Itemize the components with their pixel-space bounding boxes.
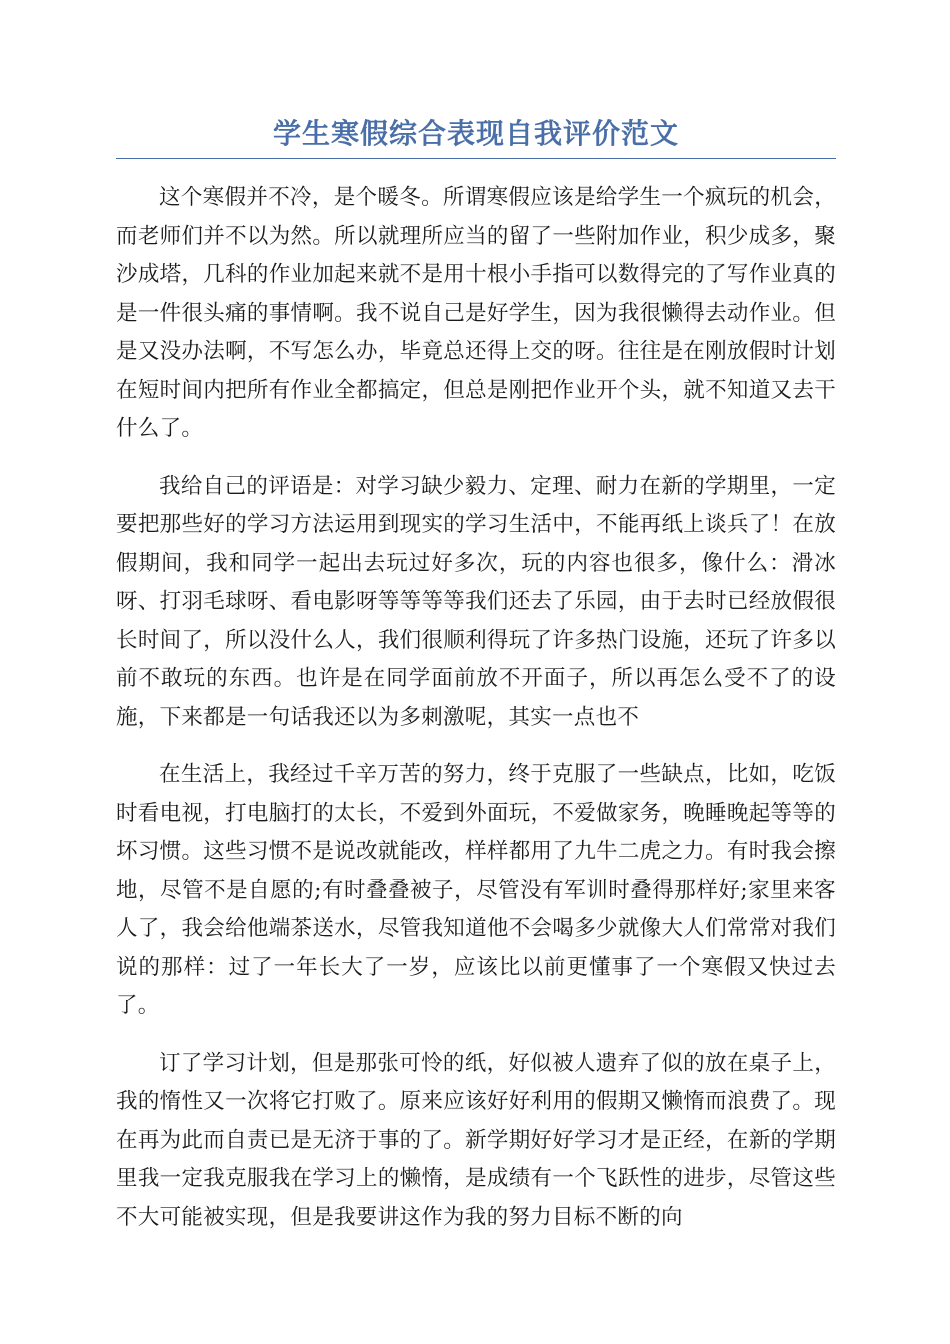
- document-page: [116, 112, 836, 1256]
- paragraph-1: 这个寒假并不冷，是个暖冬。所谓寒假应该是给学生一个疯玩的机会，而老师们并不以为然。所以就理所应当的留了一些附加作业，积少成多，聚沙成塔，几科的作业加起来就不是用十根小手指可以数得完的了写作业真的是一件很头痛的事情啊。我不说自己是好学生，因为我很懒得去动作业。但是又没办法啊，不写怎么办，毕竟总还得上交的呀。往往是在刚放假时计划在短时间内把所有作业全都搞定，但总是刚把作业开个头，就不知道又去干什么了。: [116, 185, 836, 441]
- title-underline-rule: [116, 158, 836, 159]
- paragraph-2: 我给自己的评语是：对学习缺少毅力、定理、耐力在新的学期里，一定要把那些好的学习方法运用到现实的学习生活中，不能再纸上谈兵了！在放假期间，我和同学一起出去玩过好多次，玩的内容也很多，像什么：滑冰呀、打羽毛球呀、看电影呀等等等等我们还去了乐园，由于去时已经放假很长时间了，所以没什么人，我们很顺利得玩了许多热门设施，还玩了许多以前不敢玩的东西。也许是在同学面前放不开面子，所以再怎么受不了的设施，下来都是一句话我还以为多刺激呢，其实一点也不: [116, 473, 836, 730]
- document-title: 学生寒假综合表现自我评价范文: [272, 117, 679, 150]
- document-body: [116, 179, 836, 1237]
- paragraph-4: 订了学习计划，但是那张可怜的纸，好似被人遗弃了似的放在桌子上，我的惰性又一次将它打败了。原来应该好好利用的假期又懒惰而浪费了。现在再为此而自责已是无济于事的了。新学期好好学习才是正经，在新的学期里我一定我克服我在学习上的懒惰，是成绩有一个飞跃性的进步，尽管这些不大可能被实现，但是我要讲这作为我的努力目标不断的向: [116, 1050, 836, 1230]
- paragraph-3: 在生活上，我经过千辛万苦的努力，终于克服了一些缺点，比如，吃饭时看电视，打电脑打的太长，不爱到外面玩，不爱做家务，晚睡晚起等等的坏习惯。这些习惯不是说改就能改，样样都用了九牛二虎之力。有时我会擦地，尽管不是自愿的;有时叠叠被子，尽管没有军训时叠得那样好;家里来客人了，我会给他端茶送水，尽管我知道他不会喝多少就像大人们常常对我们说的那样：过了一年长大了一岁，应该比以前更懂事了一个寒假又快过去了。: [116, 762, 836, 1018]
